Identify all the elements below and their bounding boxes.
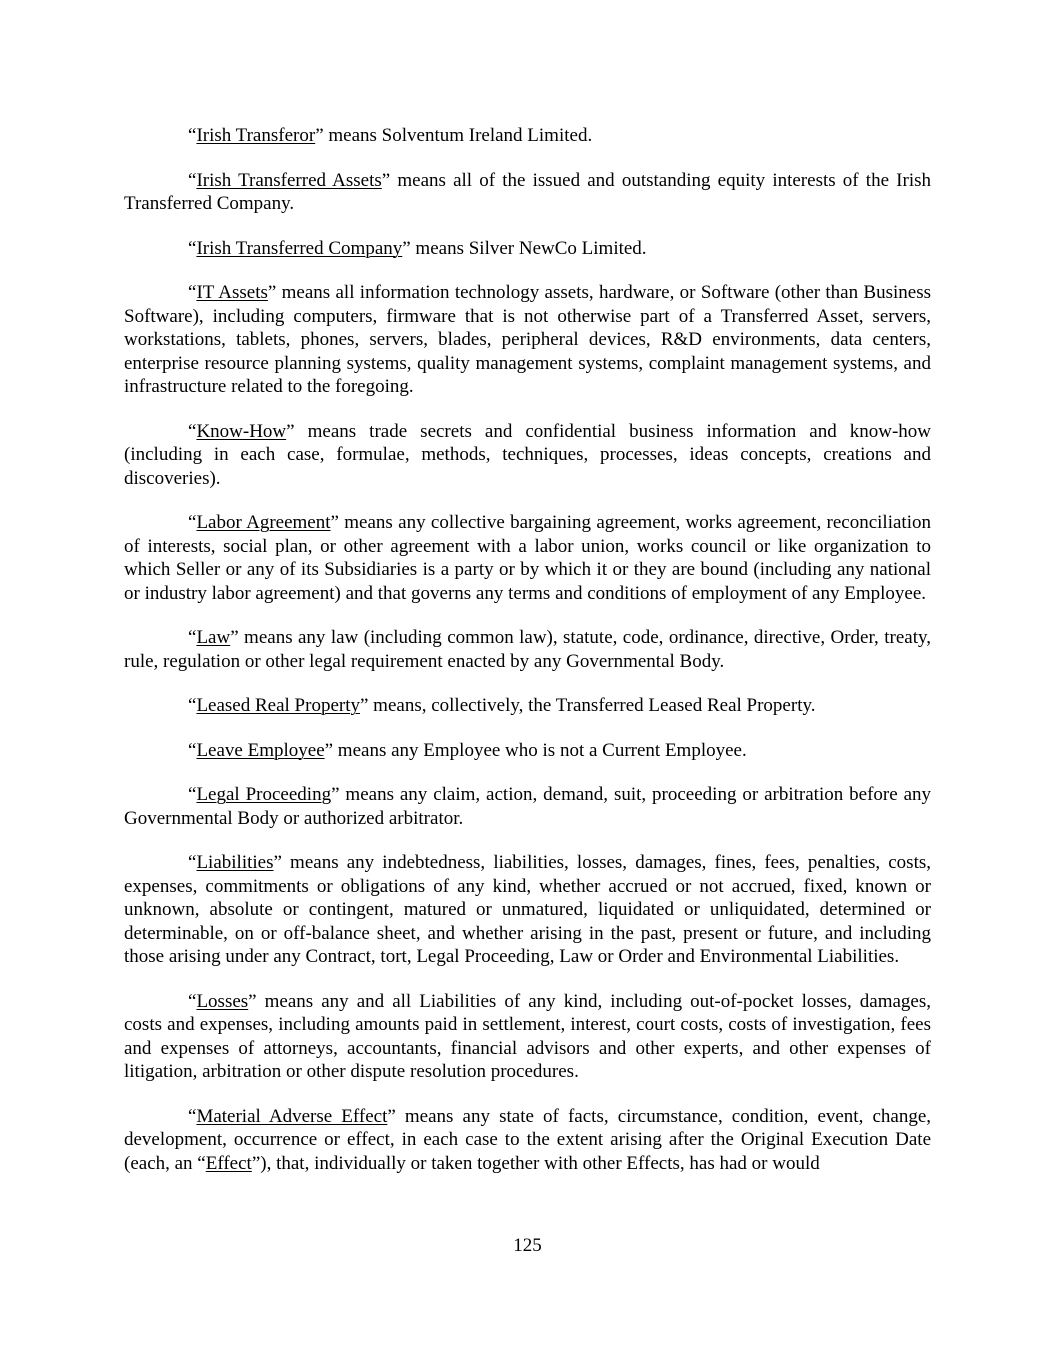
defined-term: Leased Real Property <box>196 695 360 716</box>
definition-text: ” means Solventum Ireland Limited. <box>315 125 593 146</box>
defined-term: Losses <box>196 990 249 1012</box>
definition-paragraph: “Law” means any law (including common law), statute, code, ordinance, directive, Order, treaty, rule, regulation or other legal requirement enacted by any Governmental Body. <box>124 627 931 672</box>
definition-text: ” means any and all Liabilities of any kind, including out-of-pocket losses, damages, costs and expenses, including amounts paid in settlement, interest, court costs, costs of investigation, fees and expenses of attorneys, accountants, financial advisors and other experts, and other expenses of litigation, arbitration or other dispute resolution procedures. <box>124 990 931 1082</box>
definition-text: ” means any indebtedness, liabilities, losses, damages, fines, fees, penalties, costs, expenses, commitments or obligations of any kind, whether accrued or not accrued, fixed, known or unknown, absolute or contingent, matured or unmatured, liquidated or unliquidated, determined or determinable, on or off-balance sheet, and whether arising in the past, present or future, and including those arising under any Contract, tort, Legal Proceeding, Law or Order and Environmental Liabilities. <box>124 852 931 967</box>
definition-paragraph: “Losses” means any and all Liabilities of any kind, including out-of-pocket losses, damages, costs and expenses, including amounts paid in settlement, interest, court costs, costs of investigation, fees and expenses of attorneys, accountants, financial advisors and other experts, and other expenses of litigation, arbitration or other dispute resolution procedures. <box>124 990 931 1082</box>
definition-paragraph: “Irish Transferred Company” means Silver NewCo Limited. <box>188 237 647 259</box>
defined-term: Liabilities <box>196 852 274 873</box>
definition-paragraph: “Leave Employee” means any Employee who is not a Current Employee. <box>188 739 747 761</box>
definition-paragraph: “Leased Real Property” means, collectively, the Transferred Leased Real Property. <box>188 695 816 716</box>
defined-term: Irish Transferred Assets <box>196 169 382 191</box>
definition-text: ” means any Employee who is not a Current Employee. <box>324 739 747 761</box>
definition-text: ” means all of the issued and outstanding equity interests of the Irish Transferred Company. <box>124 169 931 214</box>
definition-text: ” means all information technology assets, hardware, or Software (other than Business Software), including computers, firmware that is not otherwise part of a Transferred Asset, servers, workstations, tablets, phones, servers, blades, peripheral devices, R&D environments, data centers, enterprise resource planning systems, quality management systems, complaint management systems, and infrastructure related to the foregoing. <box>124 282 931 397</box>
defined-term: Irish Transferor <box>196 125 316 146</box>
definition-text: ” means any claim, action, demand, suit, proceeding or arbitration before any Governmental Body or authorized arbitrator. <box>124 784 931 829</box>
defined-term: Effect <box>205 1152 252 1174</box>
definition-text: ”), that, individually or taken together with other Effects, has had or would <box>251 1152 820 1174</box>
definition-text: ” means any state of facts, circumstance, condition, event, change, development, occurrence or effect, in each case to the extent arising after the Original Execution Date (each, an “ <box>124 1105 931 1174</box>
defined-term: Law <box>196 627 231 648</box>
definition-text: ” means any law (including common law), statute, code, ordinance, directive, Order, treaty, rule, regulation or other legal requirement enacted by any Governmental Body. <box>124 627 931 672</box>
definition-paragraph: “Irish Transferred Assets” means all of the issued and outstanding equity interests of the Irish Transferred Company. <box>124 169 931 214</box>
definition-paragraph: “Irish Transferor” means Solventum Ireland Limited. <box>188 125 593 146</box>
defined-term: Leave Employee <box>196 739 325 761</box>
defined-term: IT Assets <box>196 282 268 303</box>
page-number: 125 <box>513 1235 542 1256</box>
definition-paragraph: “Legal Proceeding” means any claim, action, demand, suit, proceeding or arbitration before any Governmental Body or authorized arbitrator. <box>124 784 931 829</box>
definition-paragraph: “Material Adverse Effect” means any state of facts, circumstance, condition, event, change, development, occurrence or effect, in each case to the extent arising after the Original Execution Date (each, an “Effect”), that, individually or taken together with other Effects, has had or would <box>124 1105 931 1174</box>
defined-term: Material Adverse Effect <box>196 1105 388 1127</box>
definition-paragraph: “Labor Agreement” means any collective bargaining agreement, works agreement, reconciliation of interests, social plan, or other agreement with a labor union, works council or like organization to which Seller or any of its Subsidiaries is a party or by which it or they are bound (including any national or industry labor agreement) and that governs any terms and conditions of employment of any Employee. <box>124 512 931 604</box>
defined-term: Irish Transferred Company <box>196 237 403 259</box>
definitions-section <box>124 124 931 1196</box>
definition-paragraph: “IT Assets” means all information technology assets, hardware, or Software (other than Business Software), including computers, firmware that is not otherwise part of a Transferred Asset, servers, workstations, tablets, phones, servers, blades, peripheral devices, R&D environments, data centers, enterprise resource planning systems, quality management systems, complaint management systems, and infrastructure related to the foregoing. <box>124 282 931 397</box>
definition-text: ” means trade secrets and confidential business information and know-how (including in each case, formulae, methods, techniques, processes, ideas concepts, creations and discoveries). <box>124 420 931 489</box>
definition-text: ” means, collectively, the Transferred Leased Real Property. <box>360 695 816 716</box>
definition-text: ” means any collective bargaining agreement, works agreement, reconciliation of interests, social plan, or other agreement with a labor union, works council or like organization to which Seller or any of its Subsidiaries is a party or by which it or they are bound (including any national or industry labor agreement) and that governs any terms and conditions of employment of any Employee. <box>124 512 931 604</box>
defined-term: Legal Proceeding <box>196 784 332 805</box>
definition-text: ” means Silver NewCo Limited. <box>402 237 647 259</box>
defined-term: Know-How <box>196 420 287 442</box>
definition-paragraph: “Liabilities” means any indebtedness, liabilities, losses, damages, fines, fees, penalties, costs, expenses, commitments or obligations of any kind, whether accrued or not accrued, fixed, known or unknown, absolute or contingent, matured or unmatured, liquidated or unliquidated, determined or determinable, on or off-balance sheet, and whether arising in the past, present or future, and including those arising under any Contract, tort, Legal Proceeding, Law or Order and Environmental Liabilities. <box>124 852 931 967</box>
defined-term: Labor Agreement <box>196 512 331 533</box>
definition-paragraph: “Know-How” means trade secrets and confidential business information and know-how (including in each case, formulae, methods, techniques, processes, ideas concepts, creations and discoveries). <box>124 420 931 489</box>
